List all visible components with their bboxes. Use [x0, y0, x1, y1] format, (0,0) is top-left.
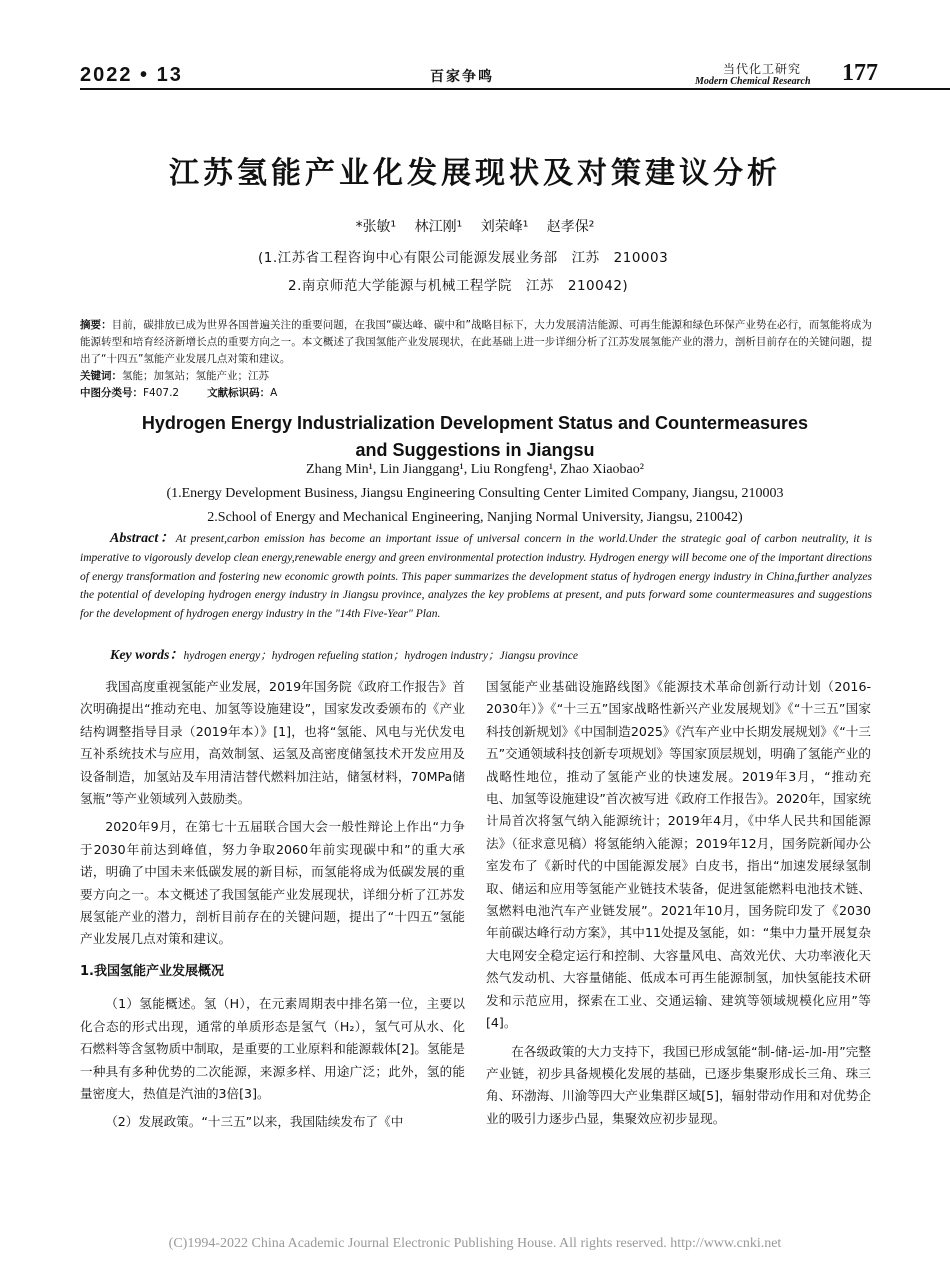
authors-cn: [0, 216, 950, 236]
body-paragraph: 2020年9月，在第七十五届联合国大会一般性辩论上作出“力争于2030年前达到峰值，努力争取2060年前实现碳中和”的重大承诺，明确了中国未来低碳发展的新目标，而氢能将成为低碳发展的重要方向之一。本文概述了我国氢能产业发展现状，详细分析了江苏发展氢能产业的潜力，剖析目前存在的关键问题，提出了“十四五”氢能产业发展几点对策和建议。: [80, 819, 465, 947]
keywords-label-en: Key words：: [110, 648, 184, 663]
body-paragraph: （1）氢能概述。氢（H），在元素周期表中排名第一位，主要以化合态的形式出现，通常的单质形态是氢气（H₂），氢气可从水、化石燃料等含氢物质中制取，是重要的工业原料和能源载体[2]。氢能是一种具有多种优势的二次能源，来源多样、用途广泛；此外，氢的能量密度大，热值是汽油的3倍[3]。: [80, 996, 465, 1101]
keywords-label-cn: 关键词：: [80, 370, 122, 382]
abstract-label-cn: 摘要：: [80, 319, 112, 331]
abstract-text-en: At present,carbon emission has become an important issue of universal concern in the world.Under the strategic goal of carbon neutrality, it is imperative to vigorously develop clean energy,renewable energy and green environmental protection industry. Hydrogen energy will become one of the important directions of energy transformation and fostering new economic growth points. This paper summarizes the development status of hydrogen energy industry in China,further analyzes the potential of developing hydrogen energy industry in Jiangsu province, analyzes the key problems at present, and puts forward some countermeasures and suggestions for the development of hydrogen energy industry in the "14th Five-Year" Plan.: [80, 533, 873, 621]
clc-code: F407.2: [143, 387, 180, 399]
body-column-right: [486, 676, 871, 1136]
author-name: *张敏¹: [355, 219, 397, 235]
abstract-cn: [80, 317, 872, 402]
body-paragraph: （2）发展政策。“十三五”以来，我国陆续发布了《中: [105, 1114, 404, 1130]
body-paragraph: 我国高度重视氢能产业发展，2019年国务院《政府工作报告》首次明确提出“推动充电、加氢等设施建设”，国家发改委颁布的《产业结构调整指导目录（2019年本）》[1]，也将“氢能、风电与光伏发电互补系统技术与应用，高效制氢、运氢及高密度储氢技术开发应用及设备制造，加氢站及车用清洁替代燃料加注站，储氢材料，70MPa储氢瓶”等产业领域列入鼓励类。: [80, 679, 465, 807]
page-number: 177: [842, 60, 878, 86]
body-paragraph: 国氢能产业基础设施路线图》《能源技术革命创新行动计划（2016-2030年）》《“十三五”国家战略性新兴产业发展规划》《“十三五”国家科技创新规划》《中国制造2025》《汽车产业中长期发展规划》《“十三五”交通领域科技创新专项规划》等国家顶层规划，明确了氢能产业的战略性地位，推动了氢能产业的快速发展。2019年3月，“推动充电、加氢等设施建设”首次被写进《政府工作报告》。2020年，国家统计局首次将氢气纳入能源统计；2019年4月，《中华人民共和国能源法》（征求意见稿）将氢能纳入能源；2019年12月，国务院新闻办公室发布了《新时代的中国能源发展》白皮书，指出“加速发展绿氢制取、储运和应用等氢能产业链技术装备，促进氢能燃料电池技术链、氢燃料电池汽车产业链发展”。2021年10月，国务院印发了《2030年前碳达峰行动方案》，其中11处提及氢能，如：“集中力量开展复杂大电网安全稳定运行和控制、大容量风电、高效光伏、大功率液化天然气发动机、大容量储能、低成本可再生能源制氢，加快氢能技术研发和示范应用，探索在工业、交通运输、建筑等领域规模化应用”等[4]。: [486, 679, 871, 1031]
copyright-footer: (C)1994-2022 China Academic Journal Electronic Publishing House. All rights reserved. http://www.cnki.net: [168, 1236, 782, 1251]
journal-name-en: Modern Chemical Research: [695, 76, 811, 87]
affiliation-cn-1: (1.江苏省工程咨询中心有限公司能源发展业务部 江苏 210003: [258, 250, 669, 266]
author-name: 赵孝保²: [546, 219, 595, 235]
affiliation-en-1: (1.Energy Development Business, Jiangsu Engineering Consulting Center Limited Company, Jiangsu, 210003: [166, 486, 784, 501]
body-paragraph: 在各级政策的大力支持下，我国已形成氢能“制-储-运-加-用”完整产业链，初步具备规模化发展的基础，已逐步集聚形成长三角、珠三角、环渤海、川渝等四大产业集群区域[5]，辐射带动作用和对优势企业的吸引力逐步凸显，集聚效应初步显现。: [486, 1043, 871, 1126]
clc-label: 中图分类号：: [80, 387, 143, 399]
keywords-cn: 氢能；加氢站；氢能产业；江苏: [122, 370, 269, 382]
column-name: 百家争鸣: [430, 69, 494, 85]
journal-name-cn: 当代化工研究: [723, 62, 802, 76]
body-column-left: [80, 676, 465, 1140]
abstract-label-en: Abstract：: [110, 531, 176, 546]
paper-title-cn: 江苏氢能产业化发展现状及对策建议分析: [169, 156, 781, 191]
paper-title-en-line2: and Suggestions in Jiangsu: [355, 440, 595, 460]
abstract-en: [80, 530, 872, 624]
keywords-en-row: [110, 644, 578, 664]
issue-number: 2022 • 13: [80, 64, 183, 86]
section-heading: 1.我国氢能产业发展概况: [80, 963, 224, 979]
keywords-en: hydrogen energy；hydrogen refueling station；hydrogen industry；Jiangsu province: [183, 650, 578, 662]
header-rule: [80, 88, 950, 90]
affiliation-en-2: 2.School of Energy and Mechanical Engineering, Nanjing Normal University, Jiangsu, 210042): [207, 510, 743, 525]
paper-title-en: [80, 410, 870, 464]
author-name: 刘荣峰¹: [480, 219, 529, 235]
doc-code: A: [270, 387, 278, 399]
paper-title-en-line1: Hydrogen Energy Industrialization Development Status and Countermeasures: [141, 413, 809, 433]
authors-en: Zhang Min¹, Lin Jianggang¹, Liu Rongfeng¹, Zhao Xiaobao²: [306, 462, 644, 477]
doc-code-label: 文献标识码：: [207, 387, 271, 399]
author-name: 林江刚¹: [414, 219, 463, 235]
affiliation-cn-2: 2.南京师范大学能源与机械工程学院 江苏 210042): [288, 278, 629, 294]
abstract-text-cn: 目前，碳排放已成为世界各国普遍关注的重要问题，在我国“碳达峰、碳中和”战略目标下，大力发展清洁能源、可再生能源和绿色环保产业势在必行，而氢能将成为能源转型和培育经济新增长点的重要方向之一。本文概述了我国氢能产业发展现状，在此基础上进一步详细分析了江苏发展氢能产业的潜力，剖析目前存在的关键问题，提出了“十四五”氢能产业发展几点对策和建议。: [80, 319, 872, 365]
